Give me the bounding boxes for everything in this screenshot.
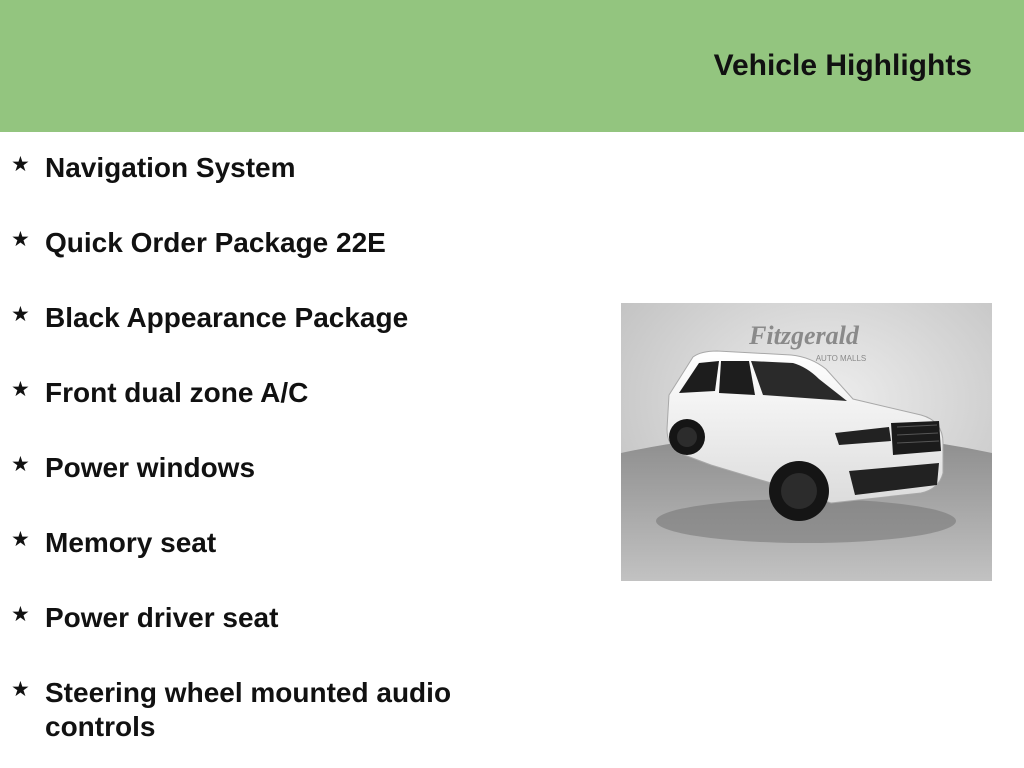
list-item xyxy=(0,601,520,676)
list-item xyxy=(0,676,520,751)
highlight-label: Front dual zone A/C xyxy=(45,377,309,408)
star-icon: ★ xyxy=(11,153,30,176)
vehicle-photo xyxy=(621,303,992,581)
page-title: Vehicle Highlights xyxy=(713,49,972,82)
star-icon: ★ xyxy=(11,603,30,626)
star-icon: ★ xyxy=(11,453,30,476)
list-item xyxy=(0,376,520,451)
header-banner xyxy=(0,0,1024,132)
star-icon: ★ xyxy=(11,678,30,701)
highlight-label: Power windows xyxy=(45,452,256,483)
star-icon: ★ xyxy=(11,228,30,251)
list-item xyxy=(0,451,520,526)
list-item xyxy=(0,226,520,301)
highlight-label: Memory seat xyxy=(45,527,217,558)
star-icon: ★ xyxy=(11,528,30,551)
highlight-label: Power driver seat xyxy=(45,602,279,633)
highlight-label: Navigation System xyxy=(45,152,296,183)
list-item xyxy=(0,151,520,226)
highlight-label: Black Appearance Package xyxy=(45,302,409,333)
highlight-label: Steering wheel mounted audio controls xyxy=(45,677,452,742)
list-item xyxy=(0,526,520,601)
list-item xyxy=(0,301,520,376)
highlights-list xyxy=(0,151,520,751)
highlight-label: Quick Order Package 22E xyxy=(45,227,386,258)
star-icon: ★ xyxy=(11,303,30,326)
star-icon: ★ xyxy=(11,378,30,401)
dealer-logo-sub: AUTO MALLS xyxy=(815,354,867,363)
dealer-logo: Fitzgerald xyxy=(749,321,859,350)
